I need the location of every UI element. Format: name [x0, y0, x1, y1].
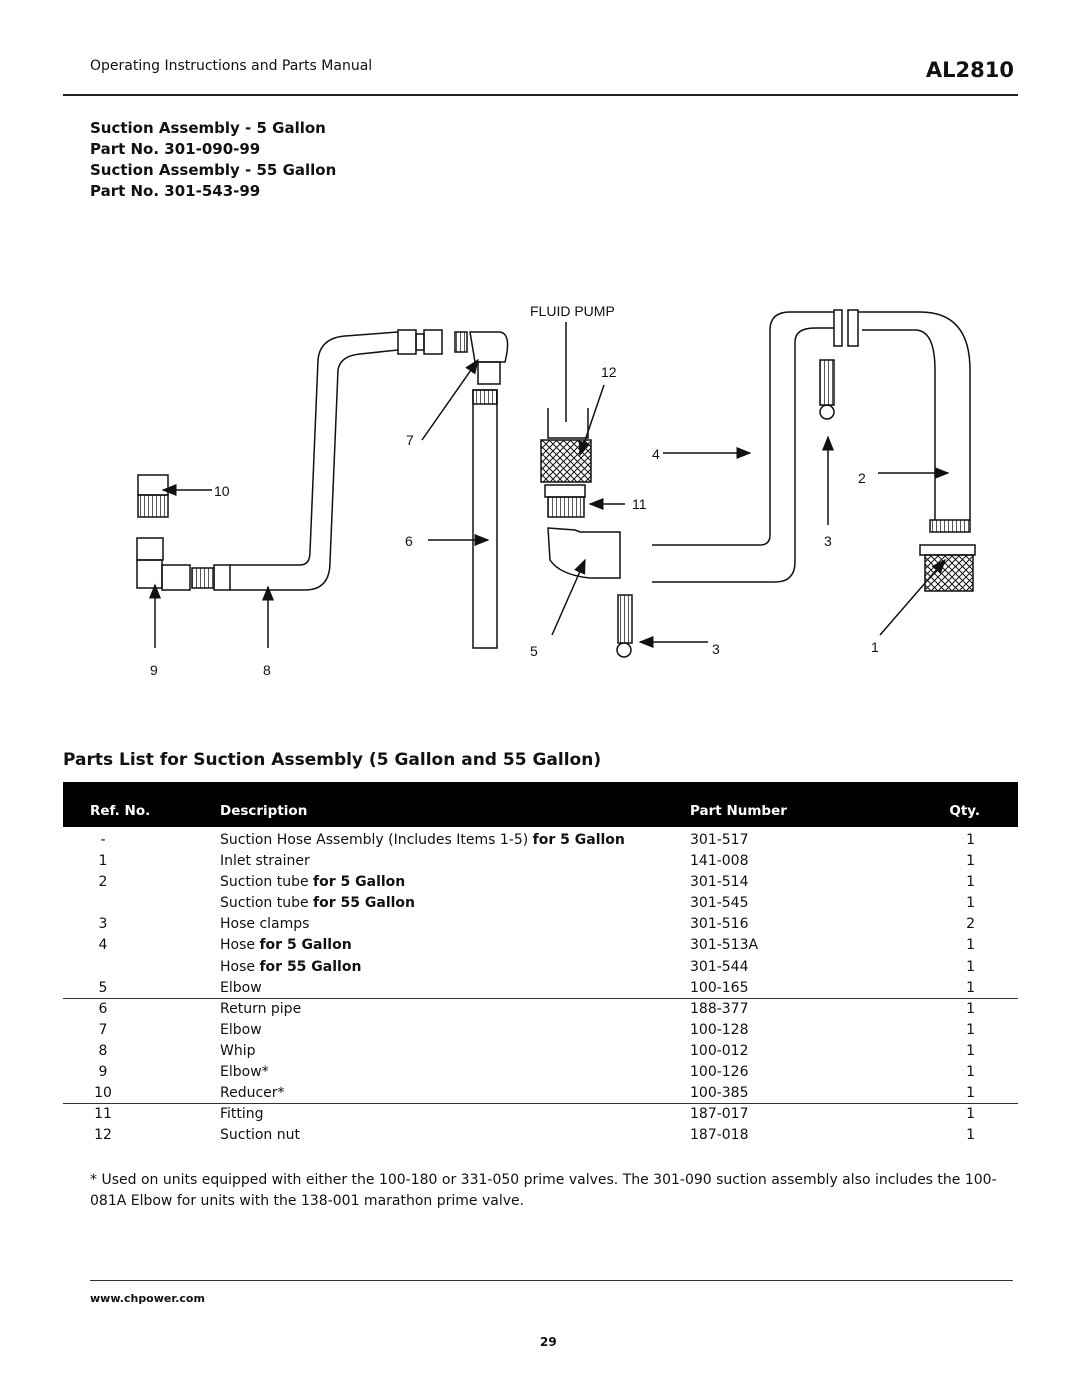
assembly-title-55-gallon: Suction Assembly - 55 Gallon [90, 161, 337, 179]
description-gallon-spec: for 55 Gallon [259, 958, 362, 975]
parts-list-title: Parts List for Suction Assembly (5 Gallon and 55 Gallon) [63, 750, 602, 770]
description-text: Fitting [220, 1106, 264, 1123]
suction-assembly-diagram [0, 290, 1080, 690]
qty-cell: 1 [966, 874, 975, 891]
part-number-cell: 301-545 [690, 895, 749, 912]
description-text: Reducer* [220, 1085, 285, 1102]
table-row [63, 957, 1018, 978]
table-row [63, 935, 1018, 956]
part-number-cell: 100-165 [690, 979, 749, 996]
table-row [63, 914, 1018, 935]
description-gallon-spec: for 5 Gallon [259, 937, 352, 954]
description-text: Elbow [220, 979, 262, 996]
ref-no-cell: 1 [98, 853, 108, 870]
table-row [63, 1104, 1018, 1125]
ref-no-cell: 9 [98, 1064, 108, 1081]
table-row [63, 830, 1018, 851]
description-gallon-spec: for 55 Gallon [313, 895, 416, 912]
callout-5: 5 [530, 643, 538, 659]
description-text: Return pipe [220, 1000, 302, 1017]
part-number-5-gallon: Part No. 301-090-99 [90, 140, 261, 158]
table-row [63, 851, 1018, 872]
part-number-cell: 301-544 [690, 958, 749, 975]
table-row [63, 893, 1018, 914]
part-number-55-gallon: Part No. 301-543-99 [90, 182, 261, 200]
description-cell [220, 957, 361, 978]
table-row [63, 1041, 1018, 1062]
qty-cell: 1 [966, 1042, 975, 1059]
part-number-cell: 100-128 [690, 1021, 749, 1038]
manual-title: Operating Instructions and Parts Manual [90, 58, 373, 74]
callout-3-upper: 3 [824, 533, 832, 549]
qty-cell: 1 [966, 1064, 975, 1081]
qty-cell: 1 [966, 832, 975, 848]
description-cell [220, 1062, 269, 1083]
callout-2: 2 [858, 470, 866, 486]
header-qty: Qty. [949, 803, 980, 819]
description-gallon-spec: for 5 Gallon [532, 832, 625, 848]
ref-no-cell: 11 [94, 1106, 112, 1123]
footer-divider [90, 1280, 1013, 1281]
qty-cell: 1 [966, 1127, 975, 1144]
qty-cell: 1 [966, 1021, 975, 1038]
ref-no-cell: 7 [98, 1021, 108, 1038]
description-text: Whip [220, 1042, 256, 1059]
header-part-number: Part Number [690, 803, 787, 819]
qty-cell: 1 [966, 895, 975, 912]
table-row [63, 999, 1018, 1020]
description-cell [220, 872, 405, 893]
qty-cell: 1 [966, 1000, 975, 1017]
description-cell [220, 830, 625, 851]
description-cell [220, 914, 309, 935]
ref-no-cell: 6 [98, 1000, 108, 1017]
callout-11: 11 [632, 496, 647, 512]
description-cell [220, 978, 262, 999]
header-ref-no: Ref. No. [90, 803, 151, 819]
parts-table-header [63, 782, 1018, 827]
part-number-cell: 100-126 [690, 1064, 749, 1081]
description-text: Hose clamps [220, 916, 310, 933]
table-row [63, 872, 1018, 893]
part-number-cell: 141-008 [690, 853, 749, 870]
website-url: www.chpower.com [90, 1292, 205, 1305]
qty-cell: 1 [966, 853, 975, 870]
part-number-cell: 301-514 [690, 874, 749, 891]
description-gallon-spec: for 5 Gallon [313, 874, 406, 891]
callout-3-lower: 3 [712, 641, 720, 657]
callout-1: 1 [871, 639, 879, 655]
description-cell [220, 893, 415, 914]
model-number: AL2810 [925, 58, 1014, 82]
ref-no-cell: 10 [94, 1085, 112, 1102]
qty-cell: 2 [966, 916, 975, 933]
callout-8: 8 [263, 662, 271, 678]
part-number-cell: 100-012 [690, 1042, 749, 1059]
callout-9: 9 [150, 662, 158, 678]
part-number-cell: 301-516 [690, 916, 749, 933]
description-cell [220, 1083, 285, 1104]
description-cell [220, 1104, 264, 1125]
qty-cell: 1 [966, 979, 975, 996]
part-number-cell: 188-377 [690, 1000, 749, 1017]
table-row [63, 1083, 1018, 1104]
description-cell [220, 1125, 300, 1146]
ref-no-cell: 8 [98, 1042, 108, 1059]
parts-table-body [63, 830, 1018, 1146]
callout-12: 12 [601, 364, 617, 380]
part-number-cell: 187-018 [690, 1127, 749, 1144]
table-row [63, 1125, 1018, 1146]
description-text: Suction nut [220, 1127, 300, 1144]
part-number-cell: 301-513A [690, 937, 759, 954]
description-text: Elbow* [220, 1064, 269, 1081]
fluid-pump-label: FLUID PUMP [530, 303, 615, 319]
header-description: Description [220, 803, 308, 819]
header-divider [63, 94, 1018, 96]
qty-cell: 1 [966, 958, 975, 975]
description-text: Hose [220, 958, 260, 975]
footnote: * Used on units equipped with either the 100-180 or 331-050 prime valves. The 301-090 suction assembly also includes the 100-081A Elbow for units with the 138-001 marathon prime valve. [90, 1172, 997, 1209]
ref-no-cell: 5 [98, 979, 108, 996]
description-text: Suction Hose Assembly (Includes Items 1-5) [220, 832, 533, 848]
callout-7: 7 [406, 432, 414, 448]
table-row [63, 978, 1018, 999]
description-text: Hose [220, 937, 260, 954]
part-number-cell: 301-517 [690, 832, 749, 848]
table-row [63, 1020, 1018, 1041]
part-number-cell: 100-385 [690, 1085, 749, 1102]
table-row [63, 1062, 1018, 1083]
ref-no-cell: 3 [98, 916, 108, 933]
description-cell [220, 1041, 256, 1062]
ref-no-cell: 4 [98, 937, 108, 954]
description-cell [220, 851, 310, 872]
description-text: Suction tube [220, 895, 314, 912]
qty-cell: 1 [966, 937, 975, 954]
callout-6: 6 [405, 533, 413, 549]
description-text: Elbow [220, 1021, 262, 1038]
assembly-title-5-gallon: Suction Assembly - 5 Gallon [90, 119, 326, 137]
description-text: Inlet strainer [220, 853, 310, 870]
page-number: 29 [540, 1335, 557, 1349]
ref-no-cell: 12 [94, 1127, 112, 1144]
assembly-titles [90, 118, 336, 202]
qty-cell: 1 [966, 1085, 975, 1102]
description-cell [220, 935, 352, 956]
description-cell [220, 1020, 262, 1041]
description-text: Suction tube [220, 874, 314, 891]
qty-cell: 1 [966, 1106, 975, 1123]
part-number-cell: 187-017 [690, 1106, 749, 1123]
description-cell [220, 999, 301, 1020]
callout-10: 10 [214, 483, 230, 499]
ref-no-cell: - [100, 832, 106, 848]
ref-no-cell: 2 [98, 874, 108, 891]
callout-4: 4 [652, 446, 660, 462]
